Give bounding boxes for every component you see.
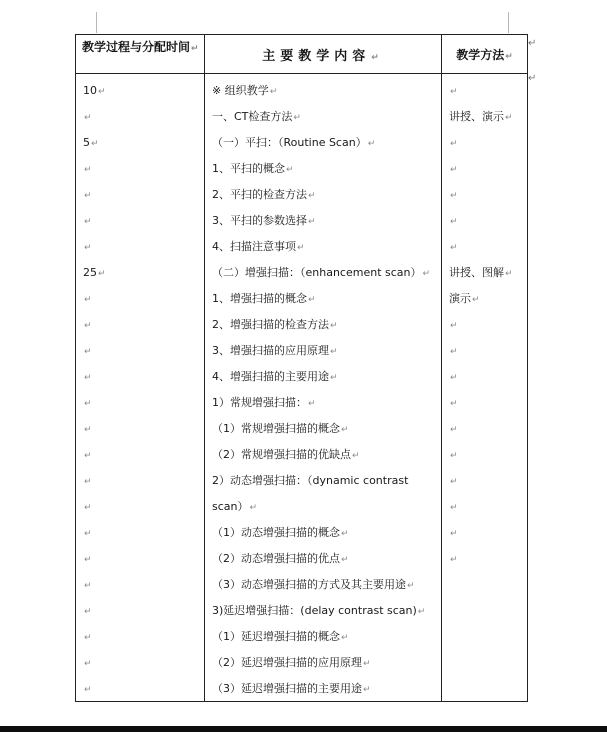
time-cell: ↵ <box>76 467 205 493</box>
time-cell: ↵ <box>76 103 205 129</box>
table-row <box>76 571 528 597</box>
table-row <box>76 311 528 337</box>
method-cell <box>442 623 528 649</box>
table-row <box>76 74 528 104</box>
time-cell: ↵ <box>76 597 205 623</box>
header-time-cell: 教学过程与分配时间↵ <box>76 35 205 74</box>
table-row <box>76 181 528 207</box>
content-cell: （2）动态增强扫描的优点↵ <box>205 545 442 571</box>
method-cell: ↵ <box>442 363 528 389</box>
table-row <box>76 207 528 233</box>
method-cell: ↵ <box>442 389 528 415</box>
table-row <box>76 259 528 285</box>
time-cell: ↵ <box>76 285 205 311</box>
time-cell: ↵ <box>76 415 205 441</box>
content-cell: （3）延迟增强扫描的主要用途↵ <box>205 675 442 702</box>
time-cell: ↵ <box>76 571 205 597</box>
table-row <box>76 103 528 129</box>
method-cell: ↵ <box>442 129 528 155</box>
content-cell: （1）延迟增强扫描的概念↵ <box>205 623 442 649</box>
content-cell: 1、平扫的概念↵ <box>205 155 442 181</box>
table-row <box>76 545 528 571</box>
content-cell: 4、增强扫描的主要用途↵ <box>205 363 442 389</box>
table-row <box>76 467 528 493</box>
time-cell: ↵ <box>76 493 205 519</box>
table-row <box>76 649 528 675</box>
outside-paragraph-mark: ↵ <box>528 38 537 49</box>
method-cell: ↵ <box>442 467 528 493</box>
header-method-cell: 教学方法↵ <box>442 35 528 74</box>
time-cell: ↵ <box>76 545 205 571</box>
content-cell: 4、扫描注意事项↵ <box>205 233 442 259</box>
content-cell: 一、CT检查方法↵ <box>205 103 442 129</box>
method-cell: ↵ <box>442 441 528 467</box>
time-cell: ↵ <box>76 311 205 337</box>
table-row <box>76 441 528 467</box>
table-row <box>76 493 528 519</box>
outside-paragraph-mark-2: ↵ <box>528 73 537 84</box>
content-cell: 2）动态增强扫描：（dynamic contrast <box>205 467 442 493</box>
method-cell: 讲授、图解↵ <box>442 259 528 285</box>
content-cell: （3）动态增强扫描的方式及其主要用途↵ <box>205 571 442 597</box>
method-cell: ↵ <box>442 233 528 259</box>
method-cell: 讲授、演示↵ <box>442 103 528 129</box>
table-row <box>76 285 528 311</box>
table-row <box>76 389 528 415</box>
window-bottom-edge <box>0 726 607 732</box>
content-cell: 2、平扫的检查方法↵ <box>205 181 442 207</box>
content-cell: （2）延迟增强扫描的应用原理↵ <box>205 649 442 675</box>
teaching-plan-table <box>75 34 528 702</box>
time-cell: ↵ <box>76 181 205 207</box>
method-cell <box>442 571 528 597</box>
time-cell: ↵ <box>76 207 205 233</box>
content-cell: 1、增强扫描的概念↵ <box>205 285 442 311</box>
method-cell: ↵ <box>442 181 528 207</box>
table-row <box>76 519 528 545</box>
time-cell: ↵ <box>76 233 205 259</box>
time-cell: ↵ <box>76 155 205 181</box>
content-cell: （1）动态增强扫描的概念↵ <box>205 519 442 545</box>
table-row <box>76 675 528 702</box>
method-cell: ↵ <box>442 519 528 545</box>
content-cell: （一）平扫：（Routine Scan）↵ <box>205 129 442 155</box>
method-cell: ↵ <box>442 337 528 363</box>
table-row <box>76 233 528 259</box>
method-cell: ↵ <box>442 311 528 337</box>
method-cell: ↵ <box>442 545 528 571</box>
content-cell: （2）常规增强扫描的优缺点↵ <box>205 441 442 467</box>
time-cell: ↵ <box>76 675 205 702</box>
time-cell: ↵ <box>76 389 205 415</box>
method-cell <box>442 597 528 623</box>
table-row <box>76 623 528 649</box>
time-cell: ↵ <box>76 519 205 545</box>
time-cell: 5↵ <box>76 129 205 155</box>
table-body <box>76 74 528 702</box>
content-cell: 1）常规增强扫描：↵ <box>205 389 442 415</box>
header-content-cell: 主要教学内容↵ <box>205 35 442 74</box>
table-row <box>76 337 528 363</box>
time-cell: ↵ <box>76 649 205 675</box>
right-crop-mark <box>508 12 509 33</box>
method-cell: ↵ <box>442 493 528 519</box>
method-cell <box>442 649 528 675</box>
content-cell: scan）↵ <box>205 493 442 519</box>
table-row <box>76 415 528 441</box>
content-cell: （1）常规增强扫描的概念↵ <box>205 415 442 441</box>
time-cell: ↵ <box>76 363 205 389</box>
content-cell: 2、增强扫描的检查方法↵ <box>205 311 442 337</box>
table-row <box>76 363 528 389</box>
method-cell: ↵ <box>442 207 528 233</box>
content-cell: （二）增强扫描：（enhancement scan）↵ <box>205 259 442 285</box>
content-cell: 3)延迟增强扫描：(delay contrast scan)↵ <box>205 597 442 623</box>
time-cell: 25↵ <box>76 259 205 285</box>
method-cell: 演示↵ <box>442 285 528 311</box>
content-cell: 3、增强扫描的应用原理↵ <box>205 337 442 363</box>
method-cell <box>442 675 528 702</box>
table-row <box>76 597 528 623</box>
method-cell: ↵ <box>442 155 528 181</box>
left-crop-mark <box>96 12 97 33</box>
content-cell: 3、平扫的参数选择↵ <box>205 207 442 233</box>
method-cell: ↵ <box>442 74 528 104</box>
time-cell: 10↵ <box>76 74 205 104</box>
table-row <box>76 155 528 181</box>
time-cell: ↵ <box>76 623 205 649</box>
time-cell: ↵ <box>76 337 205 363</box>
content-cell: ※ 组织教学↵ <box>205 74 442 104</box>
table-row <box>76 129 528 155</box>
method-cell: ↵ <box>442 415 528 441</box>
header-row <box>76 35 528 74</box>
time-cell: ↵ <box>76 441 205 467</box>
